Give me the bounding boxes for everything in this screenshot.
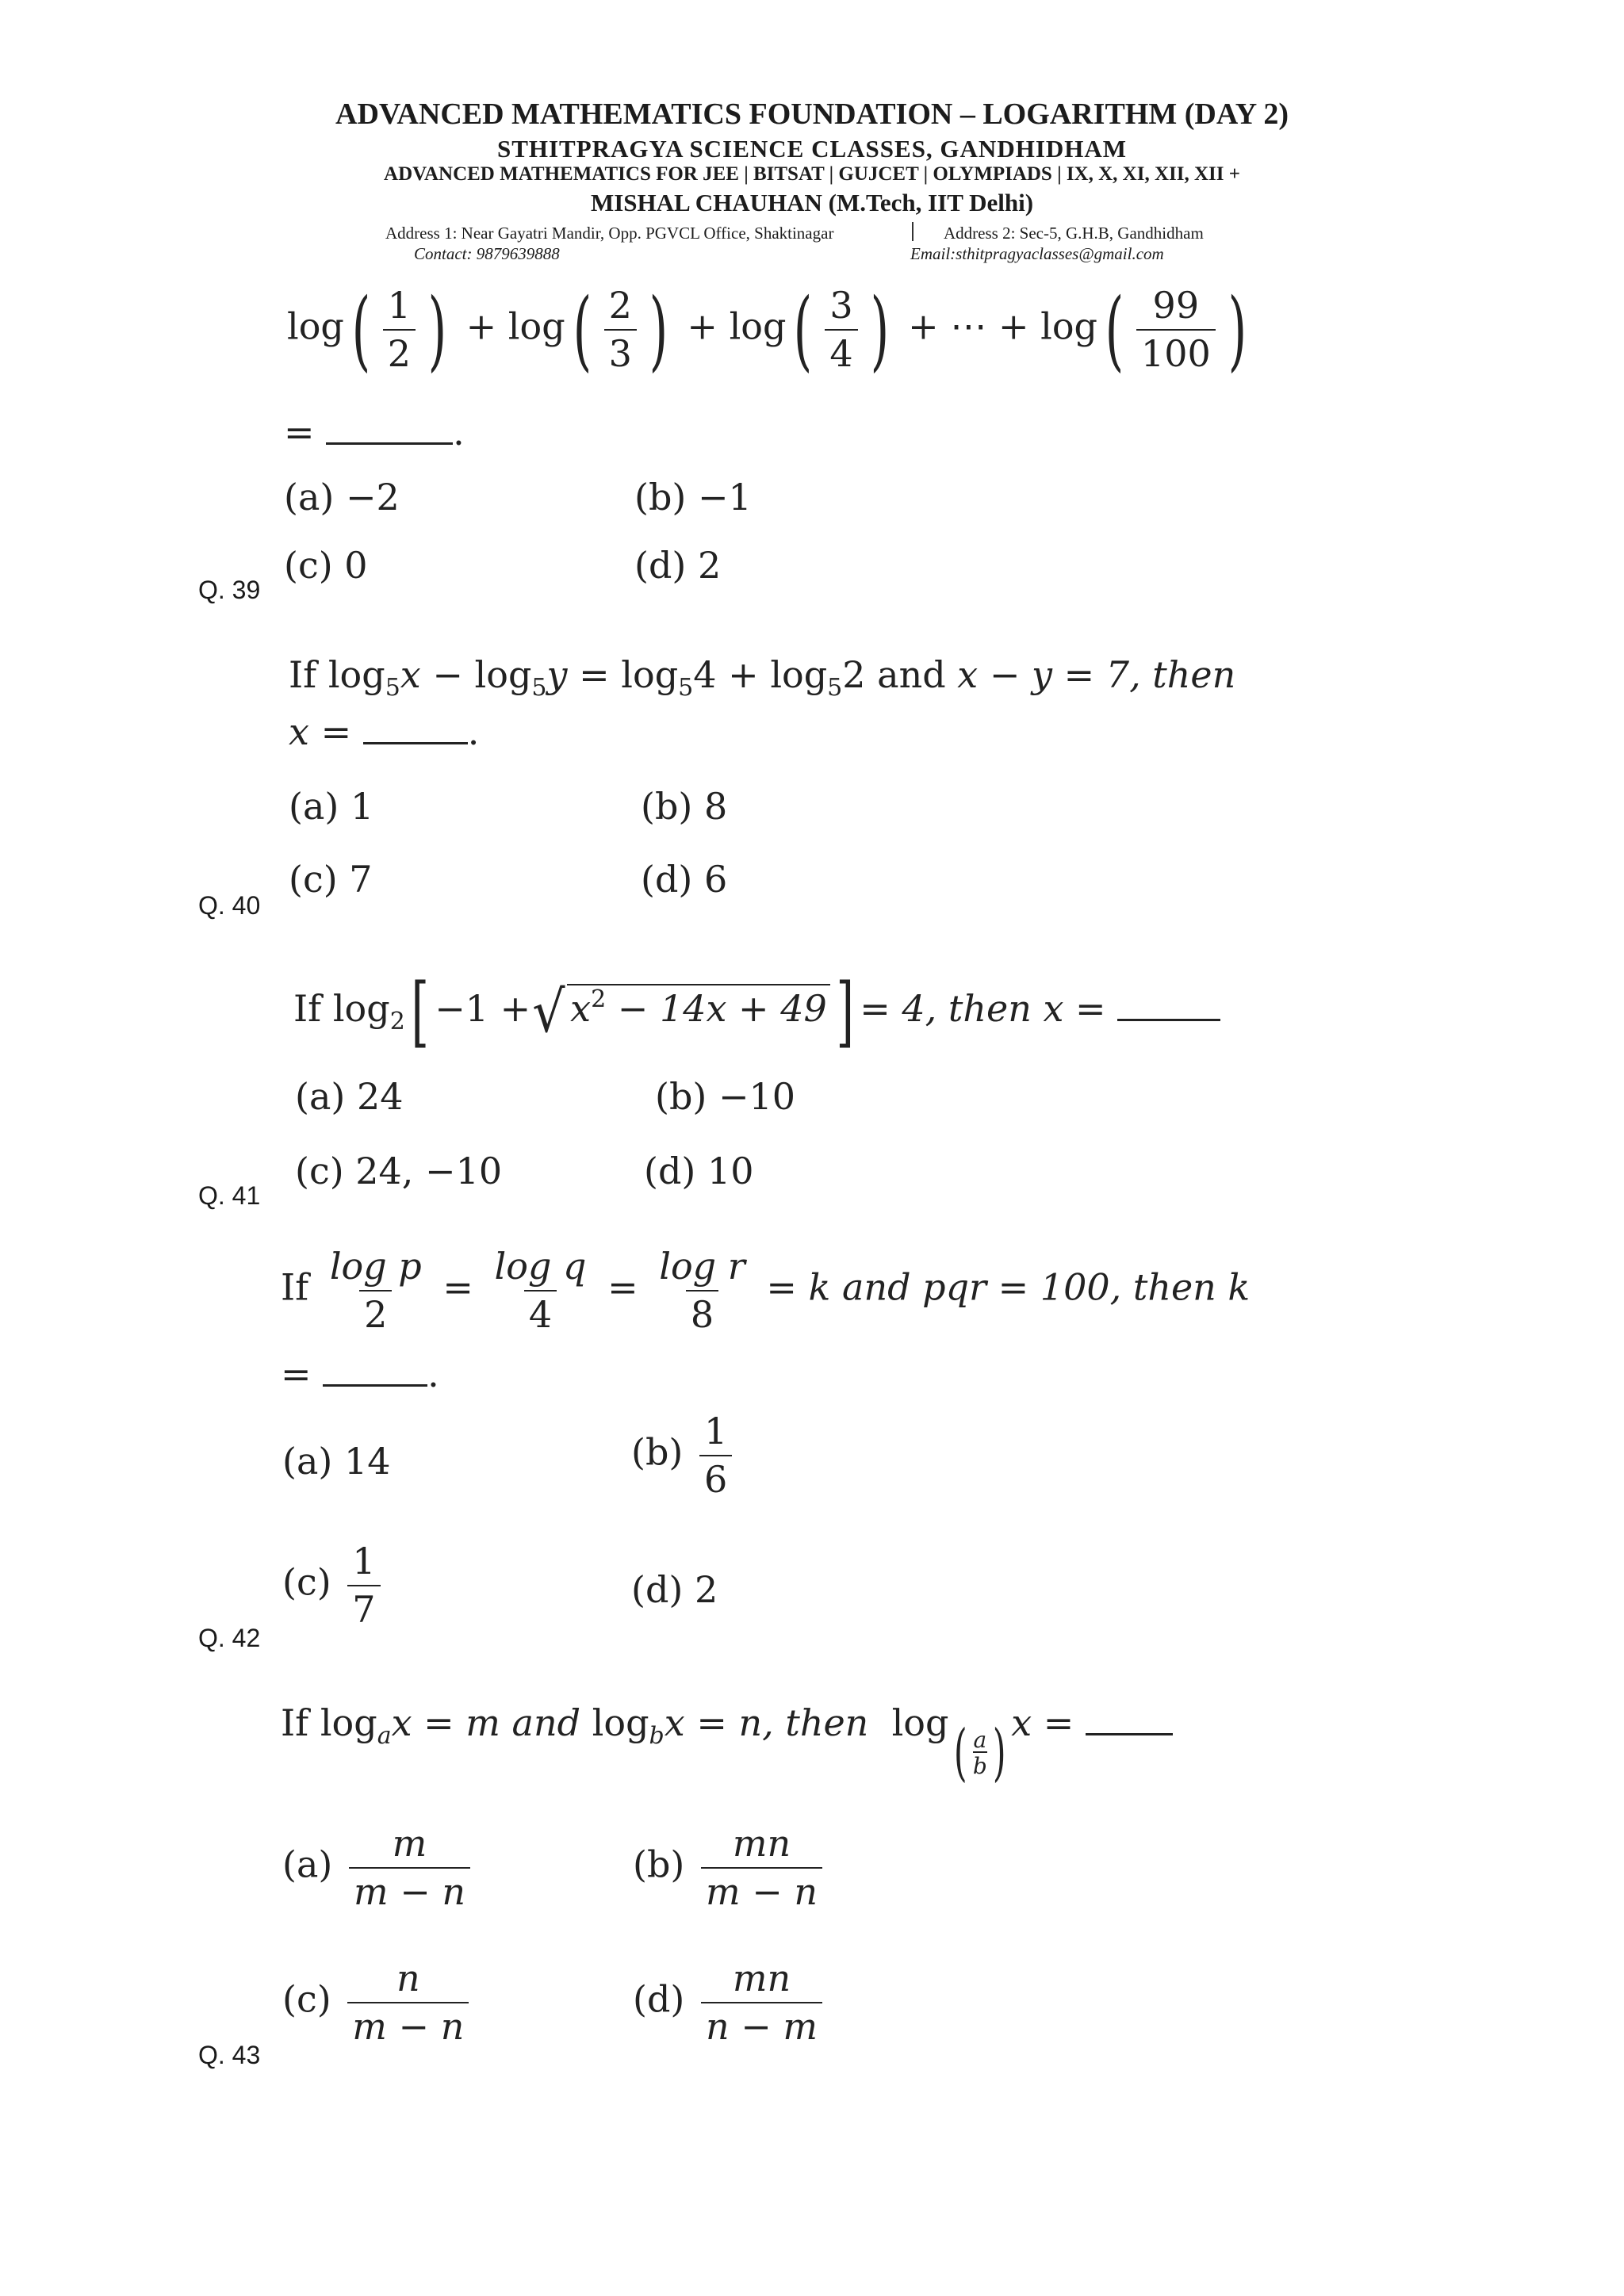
log-text: log bbox=[592, 1701, 649, 1744]
q42-stem bbox=[281, 1246, 1250, 1334]
var-x: x bbox=[400, 653, 421, 696]
equals-sign: = bbox=[579, 653, 610, 696]
if-word: If bbox=[281, 1701, 309, 1744]
right-paren: ) bbox=[870, 278, 889, 381]
q40-equals-line bbox=[289, 710, 479, 753]
option-label: (b) bbox=[631, 1430, 684, 1474]
left-paren: ( bbox=[1105, 278, 1124, 381]
denominator: 100 bbox=[1136, 329, 1216, 374]
log-text: log bbox=[508, 304, 565, 348]
log-base: 5 bbox=[531, 674, 547, 702]
answer-blank bbox=[326, 417, 453, 445]
term-2: 2 bbox=[842, 653, 866, 696]
if-word: If bbox=[281, 1265, 309, 1309]
right-paren: ) bbox=[427, 278, 447, 381]
log-text: log bbox=[320, 1701, 377, 1744]
question-number-40: Q. 40 bbox=[198, 891, 261, 920]
q39-equals-line bbox=[284, 411, 465, 453]
log-text: log bbox=[891, 1701, 949, 1744]
log-text: log bbox=[327, 653, 385, 696]
log-base: 5 bbox=[827, 674, 843, 702]
numerator: n bbox=[396, 1957, 420, 1999]
option-label: (a) bbox=[282, 1843, 333, 1886]
teacher-name: MISHAL CHAUHAN (M.Tech, IIT Delhi) bbox=[590, 189, 1034, 216]
stem-tail: = k and pqr = 100, then k bbox=[766, 1265, 1251, 1309]
sqrt-icon: √ bbox=[532, 978, 565, 1045]
q42-fraction-p bbox=[325, 1246, 427, 1334]
option-label: (d) bbox=[631, 1568, 684, 1611]
q39-fraction-2 bbox=[604, 285, 637, 373]
q39-expression bbox=[287, 278, 1254, 381]
denominator: 2 bbox=[383, 329, 416, 374]
period: . bbox=[427, 1353, 439, 1395]
and-word: and bbox=[877, 653, 946, 696]
option-fraction bbox=[347, 1541, 380, 1629]
right-bracket: ] bbox=[836, 967, 854, 1056]
plus-sign: + bbox=[465, 304, 497, 348]
radicand bbox=[567, 984, 830, 1030]
log-text: log bbox=[770, 653, 828, 696]
denominator: 6 bbox=[699, 1455, 732, 1500]
q42-equals-line bbox=[281, 1353, 439, 1395]
q42-option-a bbox=[282, 1440, 391, 1483]
q40-option-a: (a) 1 bbox=[289, 785, 374, 828]
log-text: log bbox=[287, 304, 344, 348]
left-paren: ( bbox=[351, 278, 371, 381]
denominator: n − m bbox=[701, 2002, 822, 2047]
stem-part-2: x = n, then bbox=[664, 1701, 869, 1744]
address-1: Address 1: Near Gayatri Mandir, Opp. PGVCL Office, Shaktinagar bbox=[385, 224, 834, 243]
x-equals: x = bbox=[1011, 1701, 1074, 1744]
period: . bbox=[467, 710, 480, 753]
q39-option-b: (b) −1 bbox=[634, 476, 752, 519]
numerator: m bbox=[392, 1822, 427, 1865]
denominator: 4 bbox=[825, 329, 857, 374]
contact-number: Contact: 9879639888 bbox=[414, 244, 560, 263]
question-number-42: Q. 42 bbox=[198, 1624, 261, 1652]
equals-sign: = bbox=[284, 411, 315, 453]
numerator: mn bbox=[732, 1957, 791, 1999]
option-value: 14 bbox=[343, 1440, 391, 1483]
denominator: m − n bbox=[349, 1867, 470, 1912]
q39-fraction-3 bbox=[825, 285, 857, 373]
numerator: mn bbox=[732, 1822, 791, 1865]
option-label: (d) bbox=[633, 1977, 685, 2021]
answer-blank bbox=[1086, 1708, 1173, 1735]
x-equals: x = bbox=[289, 710, 352, 753]
plus-sign: + bbox=[728, 653, 759, 696]
log-text: log bbox=[332, 987, 390, 1030]
page-title: ADVANCED MATHEMATICS FOUNDATION – LOGARITHM (DAY 2) bbox=[335, 98, 1289, 131]
q42-option-d bbox=[631, 1568, 718, 1611]
q41-option-c: (c) 24, −10 bbox=[295, 1150, 503, 1192]
answer-blank bbox=[323, 1359, 427, 1387]
q42-option-c bbox=[282, 1541, 385, 1629]
denominator: 8 bbox=[686, 1290, 718, 1335]
period: . bbox=[453, 411, 465, 453]
q41-option-d: (d) 10 bbox=[644, 1150, 754, 1192]
q40-option-d: (d) 6 bbox=[641, 858, 728, 901]
denominator: 7 bbox=[347, 1585, 380, 1630]
q41-option-a: (a) 24 bbox=[295, 1075, 404, 1118]
condition-text: x − y = 7, then bbox=[957, 653, 1236, 696]
answer-blank bbox=[1117, 993, 1220, 1021]
numerator: a bbox=[973, 1726, 987, 1753]
right-paren: ) bbox=[1228, 278, 1247, 381]
q43-option-a bbox=[282, 1823, 475, 1911]
if-word: If bbox=[289, 653, 317, 696]
term-4: 4 bbox=[693, 653, 717, 696]
stem-tail: = 4, then x = bbox=[860, 987, 1106, 1030]
log-text: log bbox=[621, 653, 679, 696]
numerator: 1 bbox=[703, 1410, 728, 1452]
numerator: 3 bbox=[829, 284, 853, 327]
q43-option-b bbox=[633, 1823, 827, 1911]
option-fraction bbox=[349, 1823, 470, 1911]
address-divider bbox=[912, 222, 914, 241]
left-paren: ( bbox=[794, 278, 813, 381]
denominator: 2 bbox=[359, 1290, 392, 1335]
answer-blank bbox=[363, 717, 468, 744]
option-fraction bbox=[699, 1411, 732, 1499]
denominator: m − n bbox=[347, 2002, 469, 2047]
log-text: log bbox=[1040, 304, 1097, 348]
right-paren: ) bbox=[649, 278, 668, 381]
numerator: log r bbox=[659, 1245, 745, 1288]
option-label: (c) bbox=[282, 1977, 331, 2021]
question-number-43: Q. 43 bbox=[198, 2041, 261, 2069]
q39-fraction-4 bbox=[1136, 285, 1216, 373]
option-label: (b) bbox=[633, 1843, 685, 1886]
numerator: 2 bbox=[608, 284, 632, 327]
equals-sign: = bbox=[442, 1265, 473, 1309]
if-word: If bbox=[293, 987, 322, 1030]
address-2: Address 2: Sec-5, G.H.B, Gandhidham bbox=[944, 224, 1204, 243]
left-bracket: [ bbox=[411, 967, 429, 1056]
option-fraction bbox=[347, 1958, 469, 2046]
q41-option-b: (b) −10 bbox=[655, 1075, 796, 1118]
denominator: 4 bbox=[524, 1290, 557, 1335]
var-y: y bbox=[546, 653, 568, 696]
log-text: log bbox=[474, 653, 532, 696]
plus-sign: + bbox=[998, 304, 1029, 348]
q40-option-c: (c) 7 bbox=[289, 858, 373, 901]
q39-option-a: (a) −2 bbox=[284, 476, 400, 519]
q43-option-c bbox=[282, 1958, 473, 2046]
question-number-41: Q. 41 bbox=[198, 1181, 261, 1210]
inner-prefix: −1 + bbox=[435, 987, 531, 1030]
question-number-39: Q. 39 bbox=[198, 576, 261, 604]
exponent: 2 bbox=[591, 985, 607, 1013]
q39-option-c: (c) 0 bbox=[284, 544, 368, 587]
option-label: (c) bbox=[282, 1560, 331, 1604]
option-fraction bbox=[701, 1823, 822, 1911]
course-list: ADVANCED MATHEMATICS FOR JEE | BITSAT | GUJCET | OLYMPIADS | IX, X, XI, XII, XII + bbox=[384, 163, 1240, 185]
option-value: 2 bbox=[694, 1568, 718, 1611]
institute-name: STHITPRAGYA SCIENCE CLASSES, GANDHIDHAM bbox=[496, 135, 1128, 163]
log-base: 2 bbox=[389, 1008, 405, 1035]
q42-fraction-q bbox=[490, 1246, 592, 1334]
option-label: (a) bbox=[282, 1440, 333, 1483]
var-x: x bbox=[570, 987, 592, 1030]
numerator: 99 bbox=[1152, 284, 1200, 327]
base-fraction bbox=[973, 1728, 987, 1778]
fraction-base bbox=[948, 1717, 1011, 1789]
q42-fraction-r bbox=[654, 1246, 749, 1334]
denominator: 3 bbox=[604, 329, 637, 374]
contact-email: Email:sthitpragyaclasses@gmail.com bbox=[910, 244, 1164, 263]
log-base: a bbox=[377, 1722, 392, 1750]
radicand-rest: − 14x + 49 bbox=[606, 987, 827, 1030]
ellipsis: ⋯ bbox=[950, 304, 987, 348]
plus-sign: + bbox=[908, 304, 939, 348]
equals-sign: = bbox=[281, 1353, 312, 1395]
left-paren: ( bbox=[573, 278, 592, 381]
q43-stem bbox=[281, 1701, 1173, 1789]
numerator: log q bbox=[494, 1245, 587, 1288]
log-base: b bbox=[649, 1722, 665, 1750]
q39-option-d: (d) 2 bbox=[634, 544, 722, 587]
log-text: log bbox=[729, 304, 787, 348]
numerator: 1 bbox=[387, 284, 412, 327]
left-paren: ( bbox=[954, 1717, 968, 1789]
option-fraction bbox=[701, 1958, 822, 2046]
q40-option-b: (b) 8 bbox=[641, 785, 728, 828]
q43-option-d bbox=[633, 1958, 827, 2046]
numerator: log p bbox=[329, 1245, 422, 1288]
right-paren: ) bbox=[992, 1717, 1006, 1789]
q39-fraction-1 bbox=[383, 285, 416, 373]
plus-sign: + bbox=[687, 304, 718, 348]
denominator: b bbox=[972, 1753, 987, 1779]
q40-stem bbox=[289, 653, 1235, 702]
numerator: 1 bbox=[352, 1540, 376, 1582]
q41-stem bbox=[293, 967, 1220, 1056]
minus-sign: − bbox=[432, 653, 463, 696]
stem-part-1: x = m and bbox=[391, 1701, 581, 1744]
log-base: 5 bbox=[678, 674, 694, 702]
q42-option-b bbox=[631, 1411, 737, 1499]
equals-sign: = bbox=[607, 1265, 638, 1309]
log-base: 5 bbox=[385, 674, 400, 702]
denominator: m − n bbox=[701, 1867, 822, 1912]
